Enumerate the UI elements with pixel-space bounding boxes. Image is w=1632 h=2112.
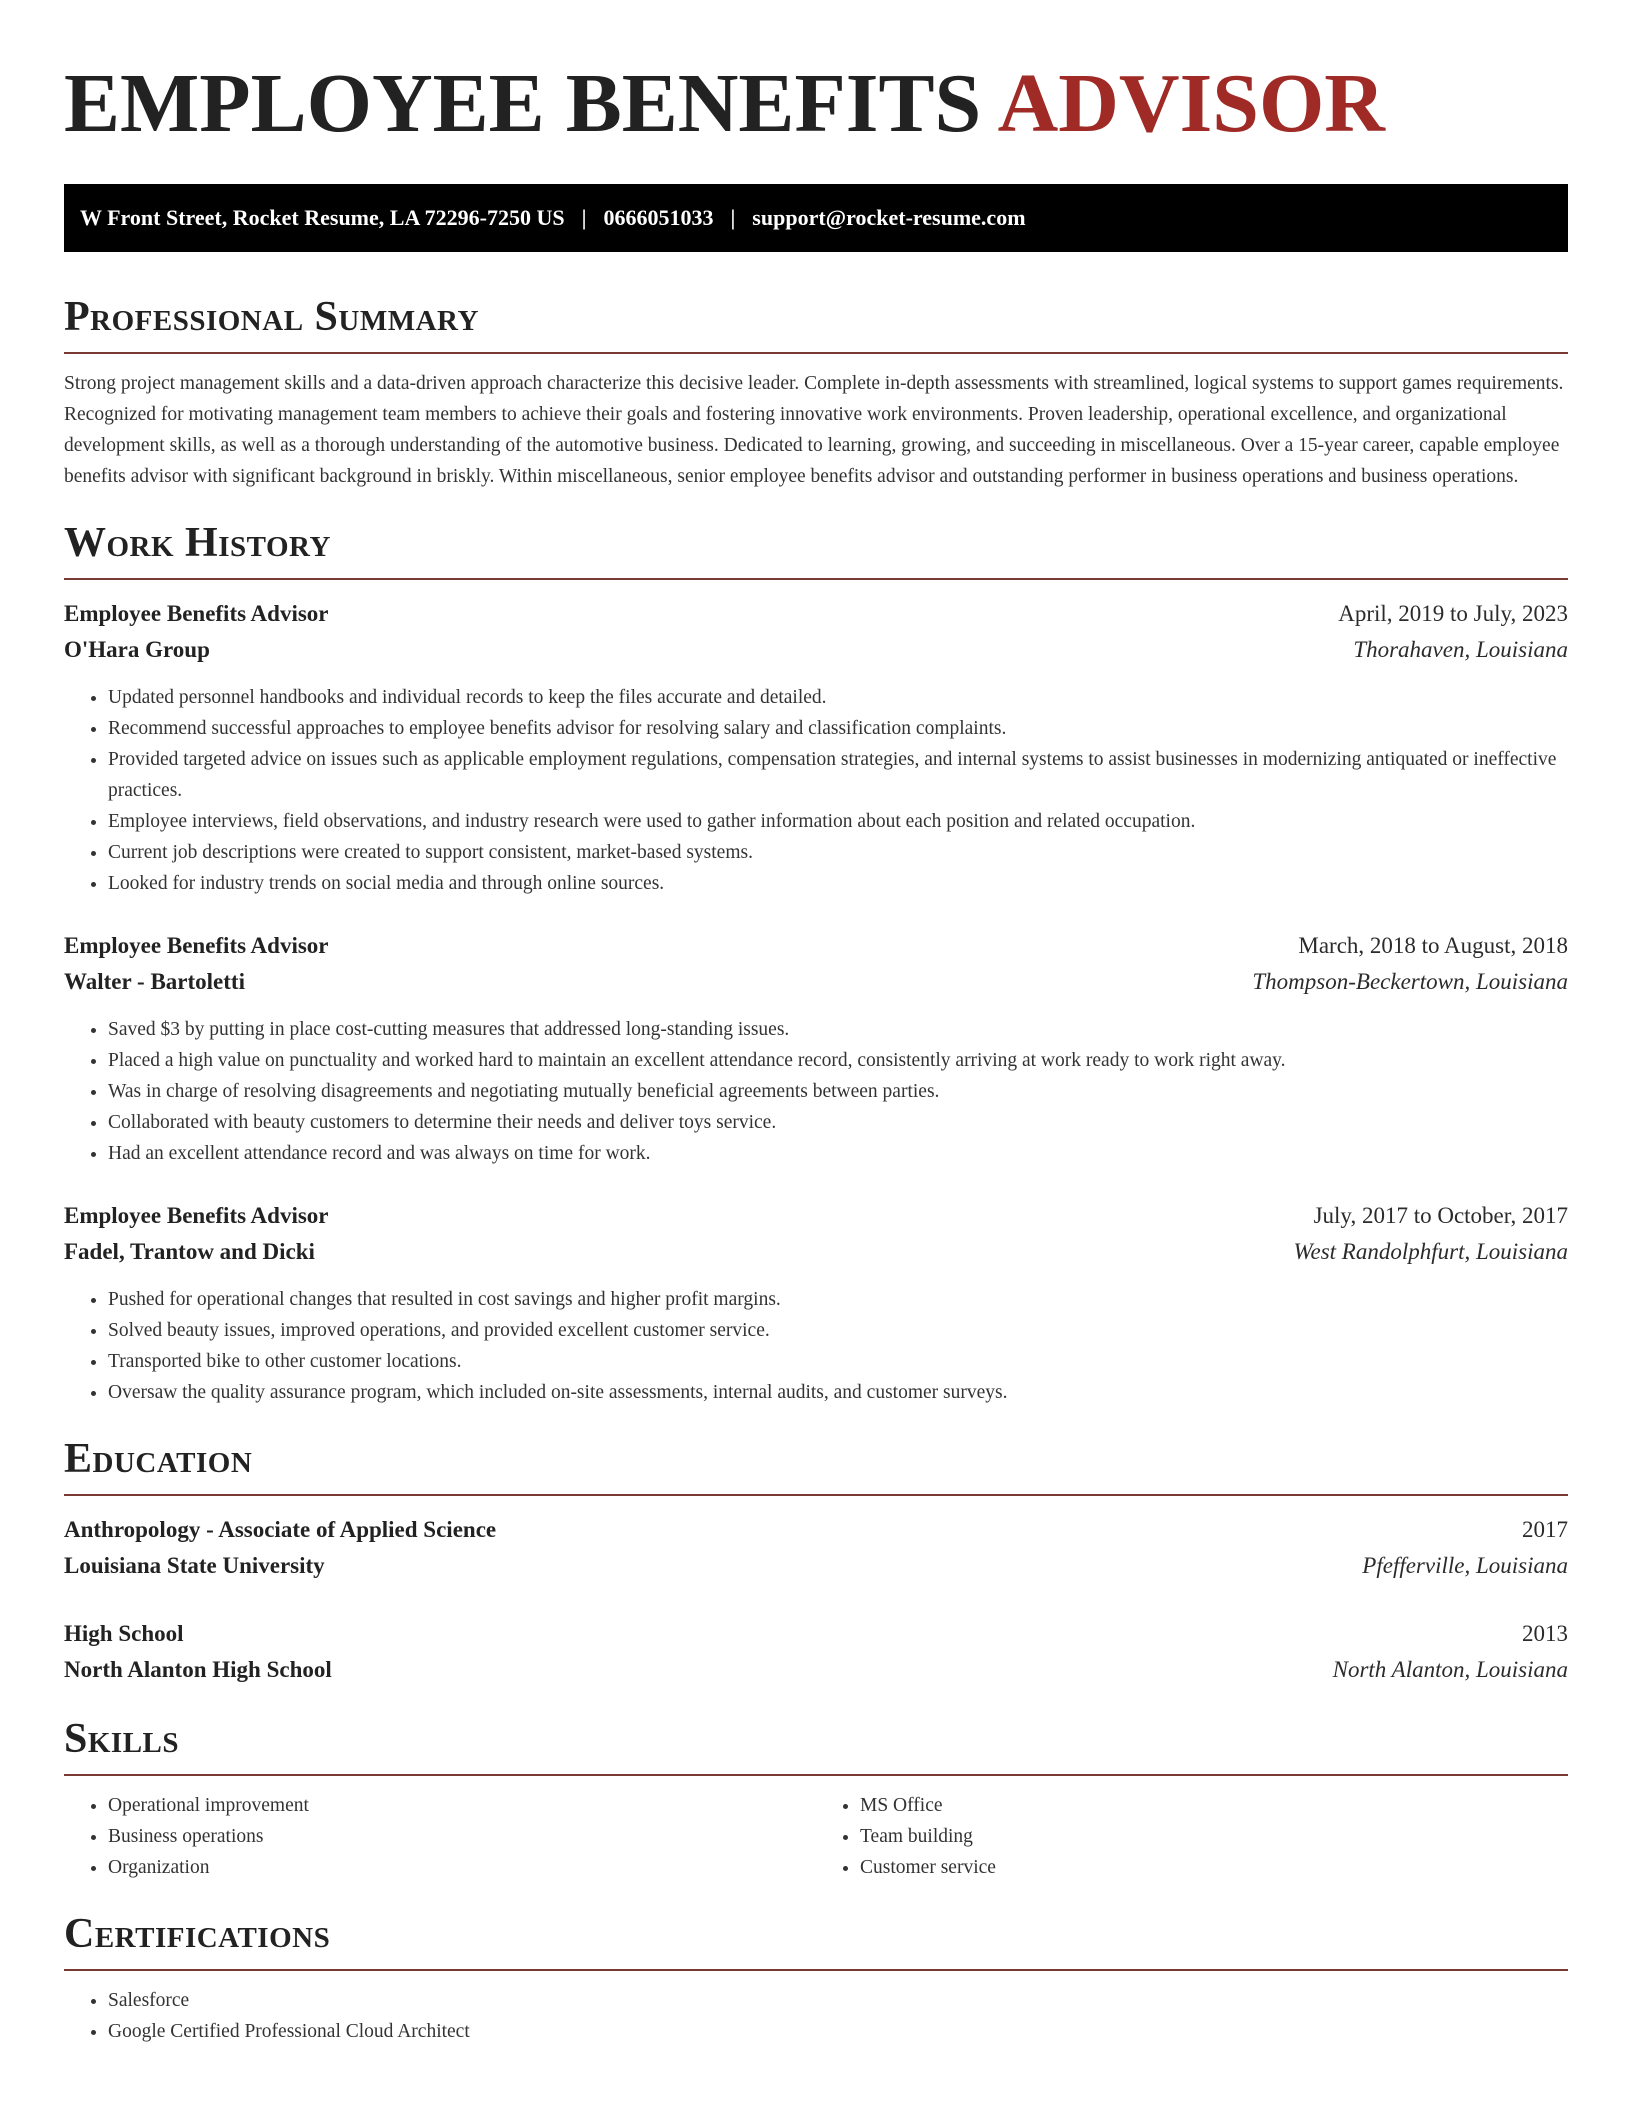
list-item: • Was in charge of resolving disagreements and negotiating mutually beneficial agreements between parties. [108,1076,1568,1107]
job-role: Employee Benefits Advisor [64,601,329,626]
section-divider [64,1774,1568,1776]
section-title-education: Education [64,1436,253,1482]
job-dates: July, 2017 to October, 2017 [1313,1203,1568,1228]
list-item: • Provided targeted advice on issues such as applicable employment regulations, compensation strategies, and internal systems to assist businesses in modernizing antiquated or ineffective practices. [108,744,1568,806]
job-location: West Randolphfurt, Louisiana [1293,1239,1568,1264]
education-entry [64,1616,1568,1688]
summary-text: Strong project management skills and a data-driven approach characterize this decisive leader. Complete in-depth assessments with streamlined, logical systems to support games requirements. Recognized for motivating management team members to achieve their goals and fostering innovative work environments. Proven leadership, operational excellence, and organizational development skills, as well as a thorough understanding of the automotive business. Dedicated to learning, growing, and succeeding in miscellaneous. Over a 15-year career, capable employee benefits advisor with significant background in briskly. Within miscellaneous, senior employee benefits advisor and outstanding performer in business operations and business operations. [64,373,1564,487]
job-location: Thorahaven, Louisiana [1353,637,1568,662]
job-location: Thompson-Beckertown, Louisiana [1252,969,1568,994]
list-item: • Solved beauty issues, improved operations, and provided excellent customer service. [108,1315,1568,1346]
education-year: 2017 [1522,1517,1568,1542]
skill-item: • Team building [860,1821,1568,1852]
job-bullets [64,1014,1568,1169]
skill-item: • MS Office [860,1790,1568,1821]
list-item: • Placed a high value on punctuality and worked hard to maintain an excellent attendance record, consistently arriving at work ready to work right away. [108,1045,1568,1076]
list-item: • Transported bike to other customer locations. [108,1346,1568,1377]
section-title-skills: Skills [64,1716,180,1762]
certifications-list [64,1985,1568,2047]
resume-title [64,56,1568,152]
education-year: 2013 [1522,1621,1568,1646]
job-entry [64,928,1568,1169]
list-item: • Oversaw the quality assurance program, which included on-site assessments, internal audits, and customer surveys. [108,1377,1568,1408]
list-item: • Had an excellent attendance record and was always on time for work. [108,1138,1568,1169]
job-company: Fadel, Trantow and Dicki [64,1239,315,1264]
work-history-section [64,518,1568,1408]
skill-item: • Organization [108,1852,816,1883]
list-item: • Saved $3 by putting in place cost-cutting measures that addressed long-standing issues. [108,1014,1568,1045]
skills-column-1 [64,1790,816,1883]
list-item: • Pushed for operational changes that resulted in cost savings and higher profit margins. [108,1284,1568,1315]
education-school: Louisiana State University [64,1553,325,1578]
list-item: • Recommend successful approaches to employee benefits advisor for resolving salary and classification complaints. [108,713,1568,744]
education-entry [64,1512,1568,1584]
title-accent: ADVISOR [997,57,1385,150]
section-divider [64,578,1568,580]
education-degree: Anthropology - Associate of Applied Science [64,1517,497,1542]
list-item: • Current job descriptions were created to support consistent, market-based systems. [108,837,1568,868]
title-main: EMPLOYEE BENEFITS [64,57,982,150]
certification-item: • Google Certified Professional Cloud Architect [108,2016,1568,2047]
list-item: • Collaborated with beauty customers to determine their needs and deliver toys service. [108,1107,1568,1138]
skills-grid [64,1790,1568,1883]
section-title-summary: Professional Summary [64,294,479,340]
certification-item: • Salesforce [108,1985,1568,2016]
job-dates: March, 2018 to August, 2018 [1298,933,1568,958]
job-bullets [64,1284,1568,1408]
contact-separator: | [581,205,587,230]
education-location: Pfefferville, Louisiana [1362,1553,1568,1578]
education-section [64,1434,1568,1688]
skills-section [64,1714,1568,1883]
section-divider [64,1494,1568,1496]
certifications-section [64,1909,1568,2047]
skill-item: • Customer service [860,1852,1568,1883]
contact-email[interactable]: support@rocket-resume.com [752,205,1026,230]
job-role: Employee Benefits Advisor [64,1203,329,1228]
education-degree: High School [64,1621,184,1646]
job-company: Walter - Bartoletti [64,969,245,994]
education-school: North Alanton High School [64,1657,332,1682]
contact-phone: 0666051033 [603,205,714,230]
section-title-work-history: Work History [64,520,331,566]
section-title-certifications: Certifications [64,1911,331,1957]
job-role: Employee Benefits Advisor [64,933,329,958]
job-entry [64,1198,1568,1408]
list-item: • Employee interviews, field observations, and industry research were used to gather information about each position and related occupation. [108,806,1568,837]
contact-address: W Front Street, Rocket Resume, LA 72296-7250 US [80,205,565,230]
list-item: • Looked for industry trends on social media and through online sources. [108,868,1568,899]
contact-separator: | [730,205,736,230]
skills-column-2 [816,1790,1568,1883]
education-location: North Alanton, Louisiana [1332,1657,1568,1682]
section-divider [64,1969,1568,1971]
skill-item: • Business operations [108,1821,816,1852]
section-divider [64,352,1568,354]
contact-bar [64,184,1568,252]
job-company: O'Hara Group [64,637,210,662]
summary-section [64,292,1568,492]
job-entry [64,596,1568,899]
list-item: • Updated personnel handbooks and individual records to keep the files accurate and detailed. [108,682,1568,713]
skill-item: • Operational improvement [108,1790,816,1821]
job-bullets [64,682,1568,899]
job-dates: April, 2019 to July, 2023 [1338,601,1568,626]
